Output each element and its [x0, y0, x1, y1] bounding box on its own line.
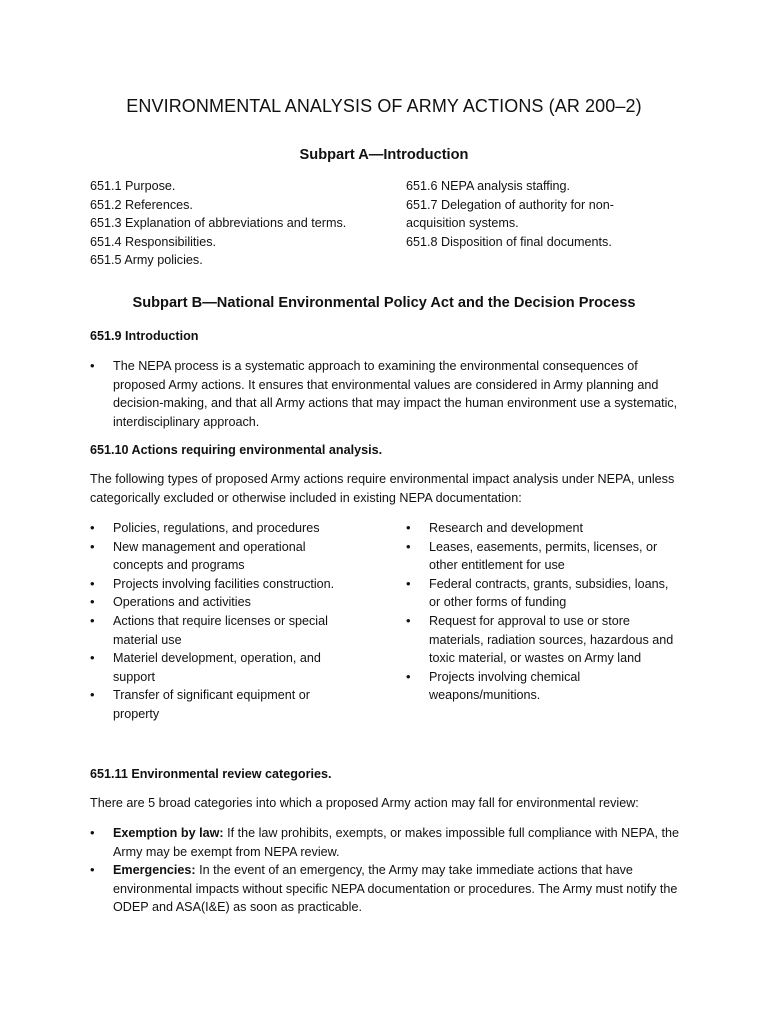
toc-item: 651.5 Army policies. — [90, 253, 203, 268]
list-item: • Policies, regulations, and procedures — [90, 519, 350, 538]
toc-item: 651.2 References. — [90, 197, 193, 212]
section-651-9-heading: 651.9 Introduction — [90, 329, 199, 343]
category-label: Emergencies: — [113, 863, 196, 878]
list-item — [90, 824, 680, 861]
list-item: • Materiel development, operation, and support — [90, 649, 350, 686]
list-item: • Transfer of significant equipment or property — [90, 686, 350, 723]
document-title: ENVIRONMENTAL ANALYSIS OF ARMY ACTIONS (AR 200–2) — [126, 96, 642, 116]
toc-right-column — [406, 177, 614, 251]
toc-item: acquisition systems. — [406, 216, 519, 231]
list-item: • Projects involving facilities construction. — [90, 575, 350, 594]
list-item: • Leases, easements, permits, licenses, or other entitlement for use — [406, 538, 678, 575]
toc-item: 651.6 NEPA analysis staffing. — [406, 179, 571, 193]
subpart-b-heading: Subpart B—National Environmental Policy Act and the Decision Process — [132, 295, 636, 311]
toc-item: 651.4 Responsibilities. — [90, 234, 217, 249]
list-item: • The NEPA process is a systematic approach to examining the environmental consequences of proposed Army actions. It ensures that environmental values are considered in Army planning and decision-making, and that all Army actions that may impact the human environment use a systematic, interdisciplinary approach. — [90, 357, 680, 431]
list-item: • Federal contracts, grants, subsidies, loans, or other forms of funding — [406, 575, 678, 612]
section-651-10-right-list — [406, 519, 678, 705]
section-651-10-heading: 651.10 Actions requiring environmental analysis. — [90, 443, 383, 457]
list-item: • Request for approval to use or store materials, radiation sources, hazardous and toxic material, or wastes on Army land — [406, 612, 678, 668]
section-651-10-intro: The following types of proposed Army actions require environmental impact analysis under NEPA, unless categorically excluded or otherwise included in existing NEPA documentation: — [90, 472, 675, 505]
section-651-11-intro: There are 5 broad categories into which a proposed Army action may fall for environmental review: — [90, 796, 639, 810]
list-item: • New management and operational concepts and programs — [90, 538, 350, 575]
subpart-a-heading: Subpart A—Introduction — [299, 147, 469, 163]
toc-item: 651.7 Delegation of authority for non- — [406, 197, 614, 212]
list-item: • Actions that require licenses or special material use — [90, 612, 350, 649]
toc-item: 651.3 Explanation of abbreviations and terms. — [90, 216, 347, 231]
section-651-10-left-list — [90, 519, 350, 724]
toc-item: 651.8 Disposition of final documents. — [406, 234, 612, 249]
section-651-9-list — [90, 357, 680, 431]
category-text: In the event of an emergency, the Army may take immediate actions that have environmental impacts without specific NEPA documentation or procedures. The Army must notify the ODEP and ASA(I&E) as soon as practicable. — [113, 863, 678, 915]
toc-item: 651.1 Purpose. — [90, 179, 176, 193]
category-text: If the law prohibits, exempts, or makes impossible full compliance with NEPA, the Army may be exempt from NEPA review. — [113, 826, 680, 859]
section-651-11-heading: 651.11 Environmental review categories. — [90, 767, 332, 781]
list-item — [90, 861, 680, 917]
list-item: • Research and development — [406, 519, 678, 538]
toc-left-column — [90, 177, 346, 270]
list-item: • Operations and activities — [90, 593, 350, 612]
category-label: Exemption by law: — [113, 826, 224, 840]
section-651-11-list — [90, 824, 680, 917]
list-item: • Projects involving chemical weapons/munitions. — [406, 668, 678, 705]
